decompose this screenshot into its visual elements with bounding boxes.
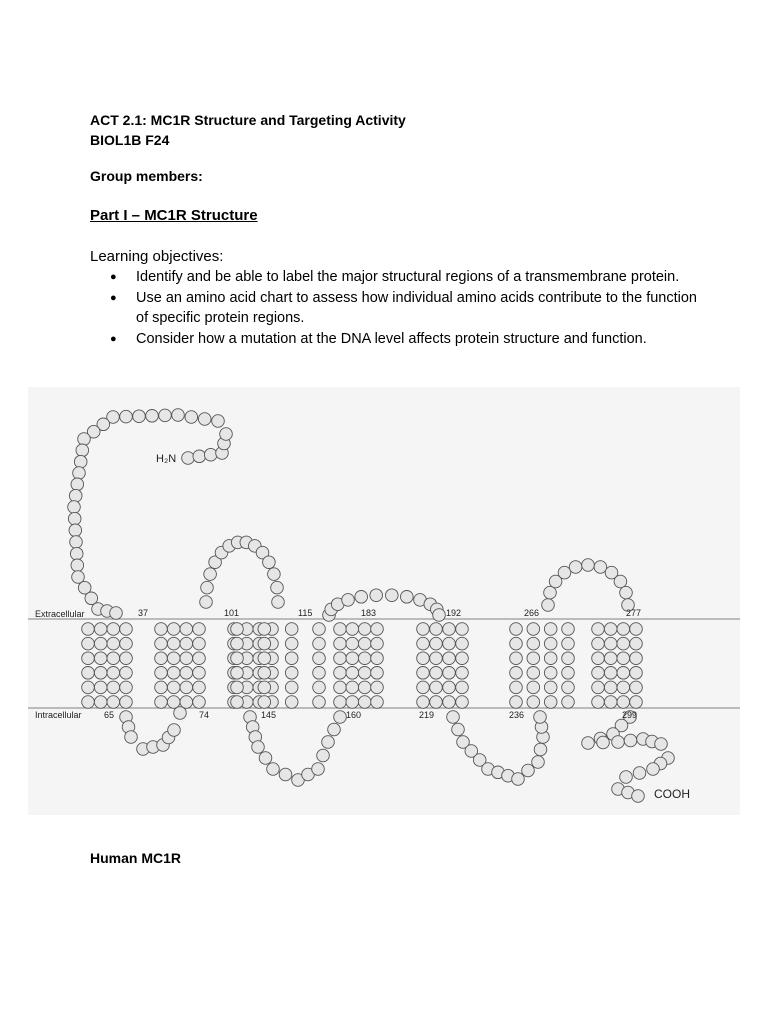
residue-circle [317,749,330,762]
residue-circle [82,696,95,709]
residue-circle [125,731,138,744]
residue-circle [562,637,575,650]
document-title: ACT 2.1: MC1R Structure and Targeting Activity [90,112,406,128]
residue-circle [259,752,272,765]
residue-circle [346,681,359,694]
residue-circle [534,743,547,756]
residue-circle [94,696,107,709]
residue-circle [630,637,643,650]
residue-circle [582,559,595,572]
position-label: 299 [622,710,638,720]
residue-circle [258,623,271,636]
position-label: 160 [346,710,362,720]
residue-circle [417,696,430,709]
residue-circle [146,410,159,423]
position-label: 115 [298,608,313,618]
residue-circle [510,652,523,665]
residue-circle [655,738,668,751]
residue-circle [456,623,469,636]
residue-circle [592,652,605,665]
residue-circle [370,589,383,602]
residue-circle [604,623,617,636]
residue-circle [258,681,271,694]
residue-circle [107,667,120,680]
residue-circle [272,596,285,609]
residue-circle [120,623,133,636]
mc1r-snake-plot [28,387,740,815]
position-label: 192 [446,608,462,618]
residue-circle [174,707,187,720]
residue-circle [522,764,535,777]
residue-circle [231,681,244,694]
residue-circle [430,681,443,694]
residue-circle [630,652,643,665]
residue-circle [346,652,359,665]
residue-circle [155,681,168,694]
residue-circle [334,623,347,636]
residue-circle [107,637,120,650]
residue-circle [527,652,540,665]
residue-circle [193,450,206,463]
residue-circle [193,667,206,680]
residue-circle [527,667,540,680]
c-terminus-label: COOH [654,787,690,801]
residue-circle [620,586,633,599]
residue-circle [180,637,193,650]
residue-circle [630,681,643,694]
residue-circle [604,637,617,650]
residue-circle [386,589,399,602]
position-label: 236 [509,710,525,720]
position-label: 37 [138,608,149,618]
residue-circle [107,623,120,636]
residue-circle [285,696,298,709]
residue-circle [617,637,630,650]
residue-circle [193,623,206,636]
residue-circle [180,667,193,680]
residue-circle [120,696,133,709]
residue-circle [430,652,443,665]
residue-circle [371,681,384,694]
residue-circle [69,489,82,502]
residue-circle [71,478,84,491]
residue-circle [328,723,341,736]
residue-circle [630,696,643,709]
residue-circle [544,696,557,709]
residue-circle [510,667,523,680]
residue-circle [447,711,460,724]
residue-circle [592,681,605,694]
residue-circle [527,623,540,636]
residue-circle [456,681,469,694]
residue-circle [285,667,298,680]
intracellular-label: Intracellular [35,710,82,720]
group-members-label: Group members: [90,168,203,184]
residue-circle [180,623,193,636]
objectives-label: Learning objectives: [90,248,224,265]
residue-circle [193,696,206,709]
residue-circle [510,681,523,694]
residue-circle [70,536,83,549]
residue-circle [120,652,133,665]
residue-circle [285,637,298,650]
residue-circle [204,448,217,461]
residue-circle [167,681,180,694]
residue-circle [334,681,347,694]
residue-circle [107,681,120,694]
residue-circle [279,768,292,781]
residue-circle [358,637,371,650]
residue-circle [258,637,271,650]
residue-circle [182,452,195,465]
extracellular-label: Extracellular [35,609,85,619]
residue-circle [430,637,443,650]
residue-circle [620,771,633,784]
residue-circle [510,696,523,709]
residue-circle [200,596,213,609]
position-label: 101 [224,608,240,618]
residue-circle [155,637,168,650]
part-heading: Part I – MC1R Structure [90,207,258,224]
residue-circle [334,652,347,665]
residue-circle [430,667,443,680]
residue-circle [544,667,557,680]
residue-circle [252,741,265,754]
residue-circle [212,415,225,428]
position-label: 266 [524,608,540,618]
residue-circle [617,696,630,709]
residue-circle [534,711,547,724]
residue-circle [358,696,371,709]
residue-circle [258,652,271,665]
residue-circle [592,623,605,636]
residue-circle [198,413,211,426]
residue-circle [167,652,180,665]
residue-circle [544,652,557,665]
residue-circle [285,623,298,636]
residue-circle [69,524,82,537]
residue-circle [94,681,107,694]
residue-circle [558,566,571,579]
residue-circle [569,561,582,574]
residue-circle [180,681,193,694]
residue-circle [647,763,660,776]
residue-circle [268,568,281,581]
residue-circle [120,681,133,694]
residue-circle [167,667,180,680]
residue-circle [68,501,81,514]
residue-circle [82,637,95,650]
residue-circle [443,623,456,636]
residue-circle [371,652,384,665]
residue-circle [155,623,168,636]
residue-circle [544,681,557,694]
residue-circle [417,652,430,665]
residue-layer [68,409,675,803]
residue-circle [258,696,271,709]
residue-circle [271,581,284,594]
residue-circle [231,652,244,665]
residue-circle [313,623,326,636]
residue-circle [94,667,107,680]
objective-item: ● Identify and be able to label the major structural regions of a transmembrane protein. [110,267,710,288]
residue-circle [107,652,120,665]
residue-circle [285,652,298,665]
residue-circle [614,575,627,588]
residue-circle [527,696,540,709]
residue-circle [159,409,172,422]
residue-circle [443,681,456,694]
residue-circle [456,652,469,665]
residue-circle [358,667,371,680]
residue-circle [417,623,430,636]
residue-circle [510,637,523,650]
residue-circle [167,623,180,636]
residue-circle [612,736,625,749]
mc1r-topology-diagram [28,387,740,815]
residue-circle [78,433,91,446]
residue-circle [617,681,630,694]
residue-circle [456,696,469,709]
residue-circle [527,681,540,694]
residue-circle [346,696,359,709]
residue-circle [74,455,87,468]
residue-circle [193,681,206,694]
residue-circle [263,556,276,569]
residue-circle [562,696,575,709]
residue-circle [258,667,271,680]
residue-circle [371,667,384,680]
residue-circle [220,428,233,441]
residue-circle [592,637,605,650]
residue-circle [167,637,180,650]
residue-circle [544,623,557,636]
residue-circle [334,711,347,724]
objective-item: ● Consider how a mutation at the DNA level affects protein structure and function. [110,329,710,350]
residue-circle [110,607,123,620]
position-label: 183 [361,608,377,618]
residue-circle [371,696,384,709]
residue-circle [172,409,185,422]
residue-circle [371,623,384,636]
residue-circle [456,667,469,680]
residue-circle [512,773,525,786]
residue-circle [313,681,326,694]
residue-circle [322,736,335,749]
course-code: BIOL1B F24 [90,132,170,148]
residue-circle [180,652,193,665]
residue-circle [443,637,456,650]
residue-circle [597,736,610,749]
residue-circle [371,637,384,650]
residue-circle [120,410,133,423]
residue-circle [443,667,456,680]
residue-circle [630,667,643,680]
residue-circle [155,696,168,709]
residue-circle [313,652,326,665]
residue-circle [346,637,359,650]
residue-circle [82,652,95,665]
residue-circle [604,681,617,694]
position-label: 145 [261,710,277,720]
residue-circle [167,696,180,709]
residue-circle [355,591,368,604]
residue-circle [630,623,643,636]
residue-circle [334,696,347,709]
residue-circle [168,724,181,737]
residue-circle [193,637,206,650]
residue-circle [334,637,347,650]
position-label: 65 [104,710,115,720]
residue-circle [562,652,575,665]
residue-circle [312,763,325,776]
residue-circle [417,681,430,694]
residue-circle [617,652,630,665]
residue-circle [94,623,107,636]
residue-circle [313,637,326,650]
residue-circle [120,637,133,650]
residue-circle [582,737,595,750]
residue-circle [624,734,637,747]
residue-circle [443,696,456,709]
residue-circle [201,581,214,594]
residue-circle [267,763,280,776]
residue-circle [594,561,607,574]
residue-circle [133,410,146,423]
residue-circle [107,696,120,709]
objectives-list [110,267,710,349]
residue-circle [358,623,371,636]
residue-circle [334,667,347,680]
residue-circle [562,623,575,636]
residue-circle [82,667,95,680]
residue-circle [617,667,630,680]
residue-circle [231,623,244,636]
residue-circle [532,756,545,769]
residue-circle [313,667,326,680]
residue-circle [313,696,326,709]
residue-circle [544,586,557,599]
residue-circle [94,637,107,650]
residue-circle [604,667,617,680]
position-label: 277 [626,608,642,618]
residue-circle [231,667,244,680]
residue-circle [430,623,443,636]
residue-circle [544,637,557,650]
residue-circle [346,667,359,680]
residue-circle [180,696,193,709]
residue-circle [542,599,555,612]
residue-circle [417,637,430,650]
residue-circle [604,696,617,709]
residue-circle [433,609,446,622]
residue-circle [68,512,81,525]
residue-circle [155,652,168,665]
residue-circle [617,623,630,636]
residue-circle [358,652,371,665]
residue-circle [401,591,414,604]
residue-circle [592,667,605,680]
residue-circle [285,681,298,694]
position-label: 74 [199,710,210,720]
residue-circle [342,594,355,607]
residue-circle [443,652,456,665]
residue-circle [73,467,86,480]
figure-caption: Human MC1R [90,850,182,866]
residue-circle [204,568,217,581]
position-label: 219 [419,710,435,720]
residue-circle [231,696,244,709]
residue-circle [417,667,430,680]
residue-circle [185,411,198,424]
n-terminus-label: H₂N [156,453,177,465]
residue-circle [82,681,95,694]
residue-circle [358,681,371,694]
residue-circle [155,667,168,680]
residue-circle [193,652,206,665]
residue-circle [120,667,133,680]
objective-item: ● Use an amino acid chart to assess how individual amino acids contribute to the function of specific protein regions. [110,288,710,329]
residue-circle [592,696,605,709]
residue-circle [94,652,107,665]
residue-circle [604,652,617,665]
residue-circle [70,547,83,560]
residue-circle [452,723,465,736]
residue-circle [456,637,469,650]
residue-circle [76,444,89,457]
residue-circle [510,623,523,636]
residue-circle [346,623,359,636]
residue-circle [231,637,244,650]
residue-circle [632,790,645,803]
residue-circle [562,681,575,694]
residue-circle [633,767,646,780]
residue-circle [562,667,575,680]
residue-circle [430,696,443,709]
residue-circle [71,559,84,572]
residue-circle [527,637,540,650]
residue-circle [82,623,95,636]
